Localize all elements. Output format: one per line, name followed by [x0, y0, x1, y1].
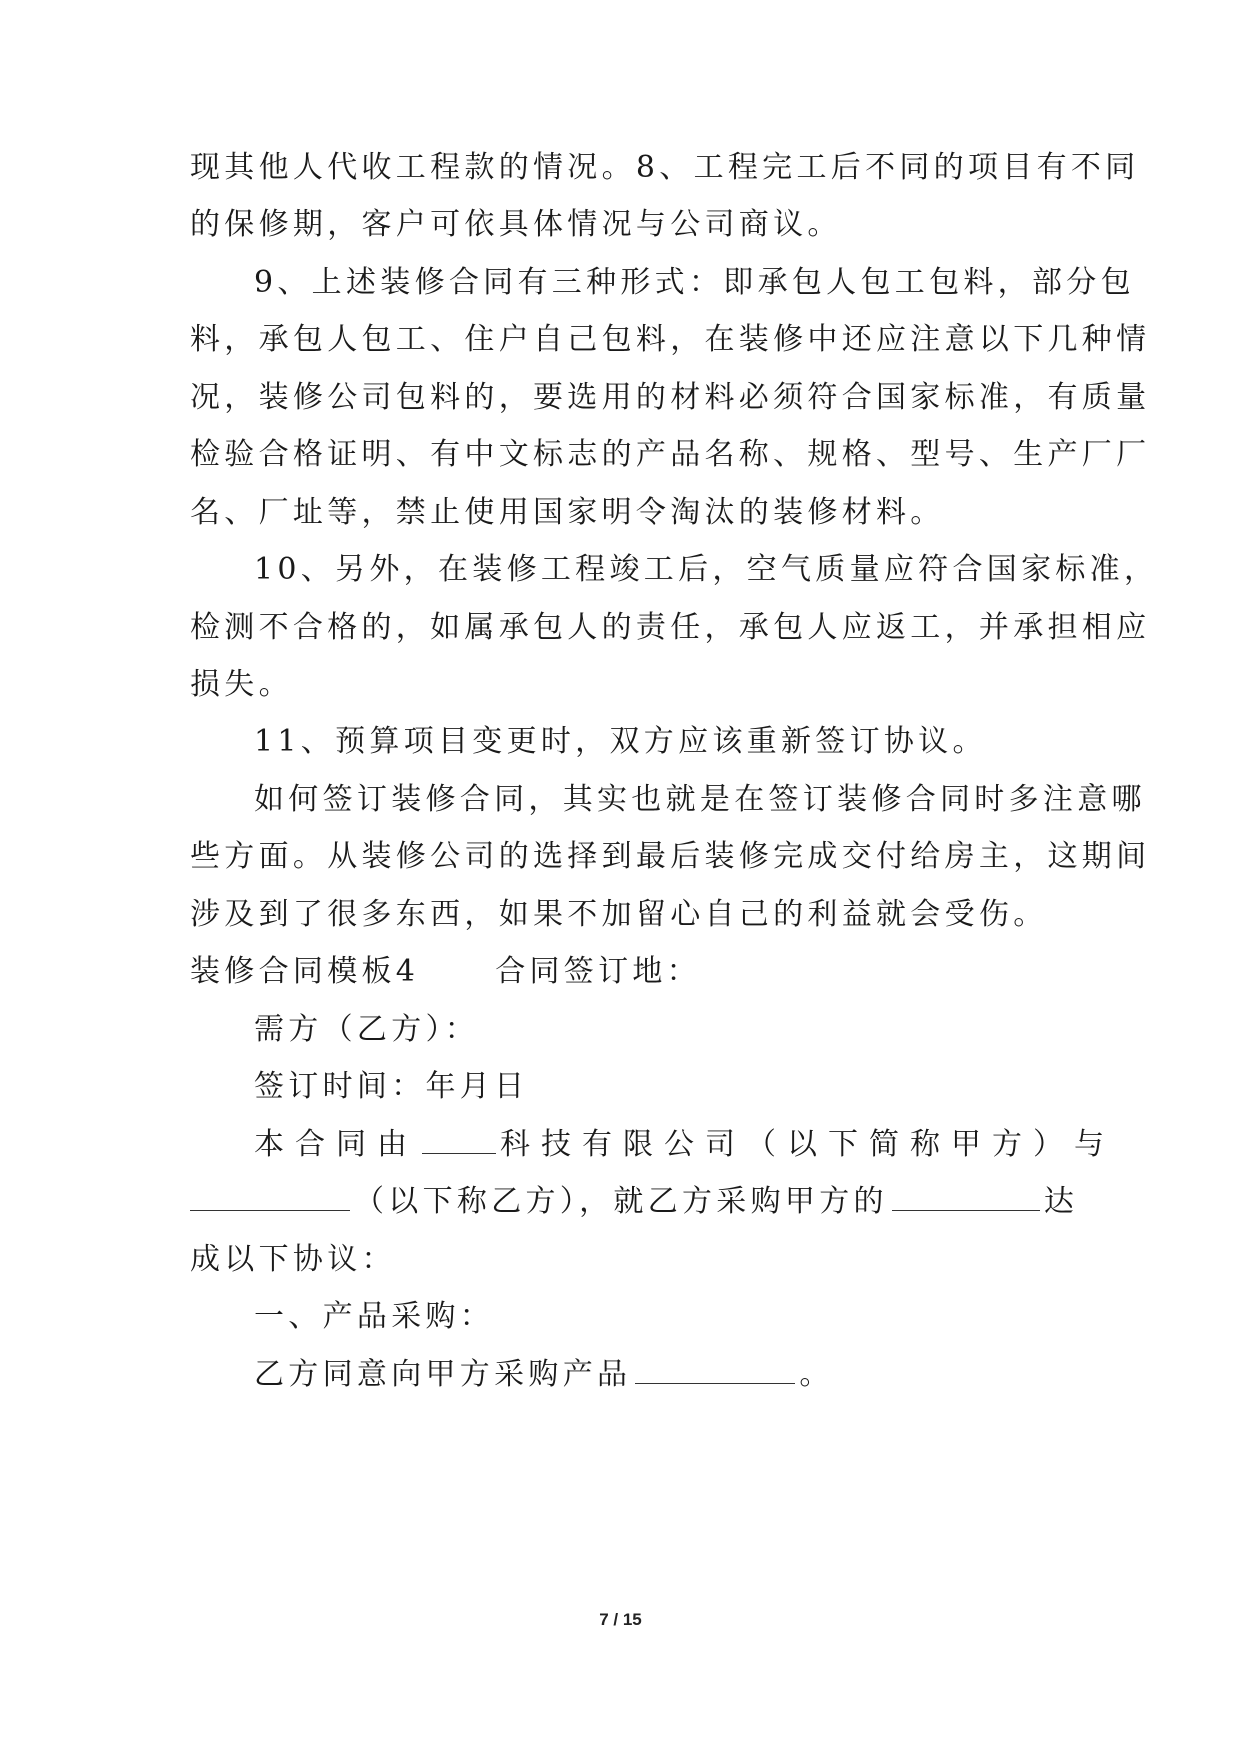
- agreement-prefix: 本合同由: [254, 1127, 418, 1162]
- purchase-text: 乙方同意向甲方采购产品: [254, 1357, 632, 1392]
- purchase-end: 。: [799, 1357, 834, 1392]
- body-line: 现其他人代收工程款的情况。8、工程完工后不同的项目有不同: [190, 150, 1140, 185]
- body-line: 料，承包人包工、住户自己包料，在装修中还应注意以下几种情: [190, 322, 1151, 357]
- agreement-line-1: [254, 1125, 1115, 1165]
- section-title: 一、产品采购：: [254, 1299, 495, 1334]
- party-b-name-blank: [190, 1184, 350, 1211]
- body-line: 检测不合格的，如属承包人的责任，承包人应返工，并承担相应: [190, 610, 1151, 645]
- contract-signing-place: 合同签订地：: [495, 954, 701, 989]
- body-line: 些方面。从装修公司的选择到最后装修完成交付给房主，这期间: [190, 839, 1151, 874]
- body-line: 9、上述装修合同有三种形式：即承包人包工包料，部分包: [254, 265, 1135, 300]
- buyer-line: 需方（乙方）：: [254, 1012, 480, 1047]
- agreement-end: 达: [1043, 1184, 1079, 1219]
- template-heading: [190, 952, 701, 992]
- body-line: 名、厂址等，禁止使用国家明令淘汰的装修材料。: [190, 495, 945, 530]
- body-line: 10、另外，在装修工程竣工后，空气质量应符合国家标准，: [254, 552, 1159, 587]
- company-name-blank: [422, 1127, 496, 1154]
- body-line: 况，装修公司包料的，要选用的材料必须符合国家标准，有质量: [190, 380, 1151, 415]
- body-line: 涉及到了很多东西，如果不加留心自己的利益就会受伤。: [190, 897, 1048, 932]
- agreement-suffix: 科技有限公司（以下简称甲方）与: [500, 1127, 1115, 1162]
- agreement-line-2: [190, 1182, 1078, 1222]
- page-number: 7 / 15: [599, 1610, 642, 1629]
- agreement-line-3: 成以下协议：: [190, 1242, 396, 1277]
- product-name-blank: [892, 1184, 1040, 1211]
- body-line: 11、预算项目变更时，双方应该重新签订协议。: [254, 724, 987, 759]
- template-title: 装修合同模板4: [190, 954, 420, 989]
- signing-time-line: 签订时间：年月日: [254, 1069, 529, 1104]
- body-line: 的保修期，客户可依具体情况与公司商议。: [190, 207, 842, 242]
- section-line: [254, 1355, 834, 1395]
- body-line: 损失。: [190, 667, 293, 702]
- agreement-middle: （以下称乙方），就乙方采购甲方的: [354, 1184, 888, 1219]
- purchase-product-blank: [635, 1357, 795, 1384]
- body-line: 如何签订装修合同，其实也就是在签订装修合同时多注意哪: [254, 782, 1146, 817]
- body-line: 检验合格证明、有中文标志的产品名称、规格、型号、生产厂厂: [190, 437, 1151, 472]
